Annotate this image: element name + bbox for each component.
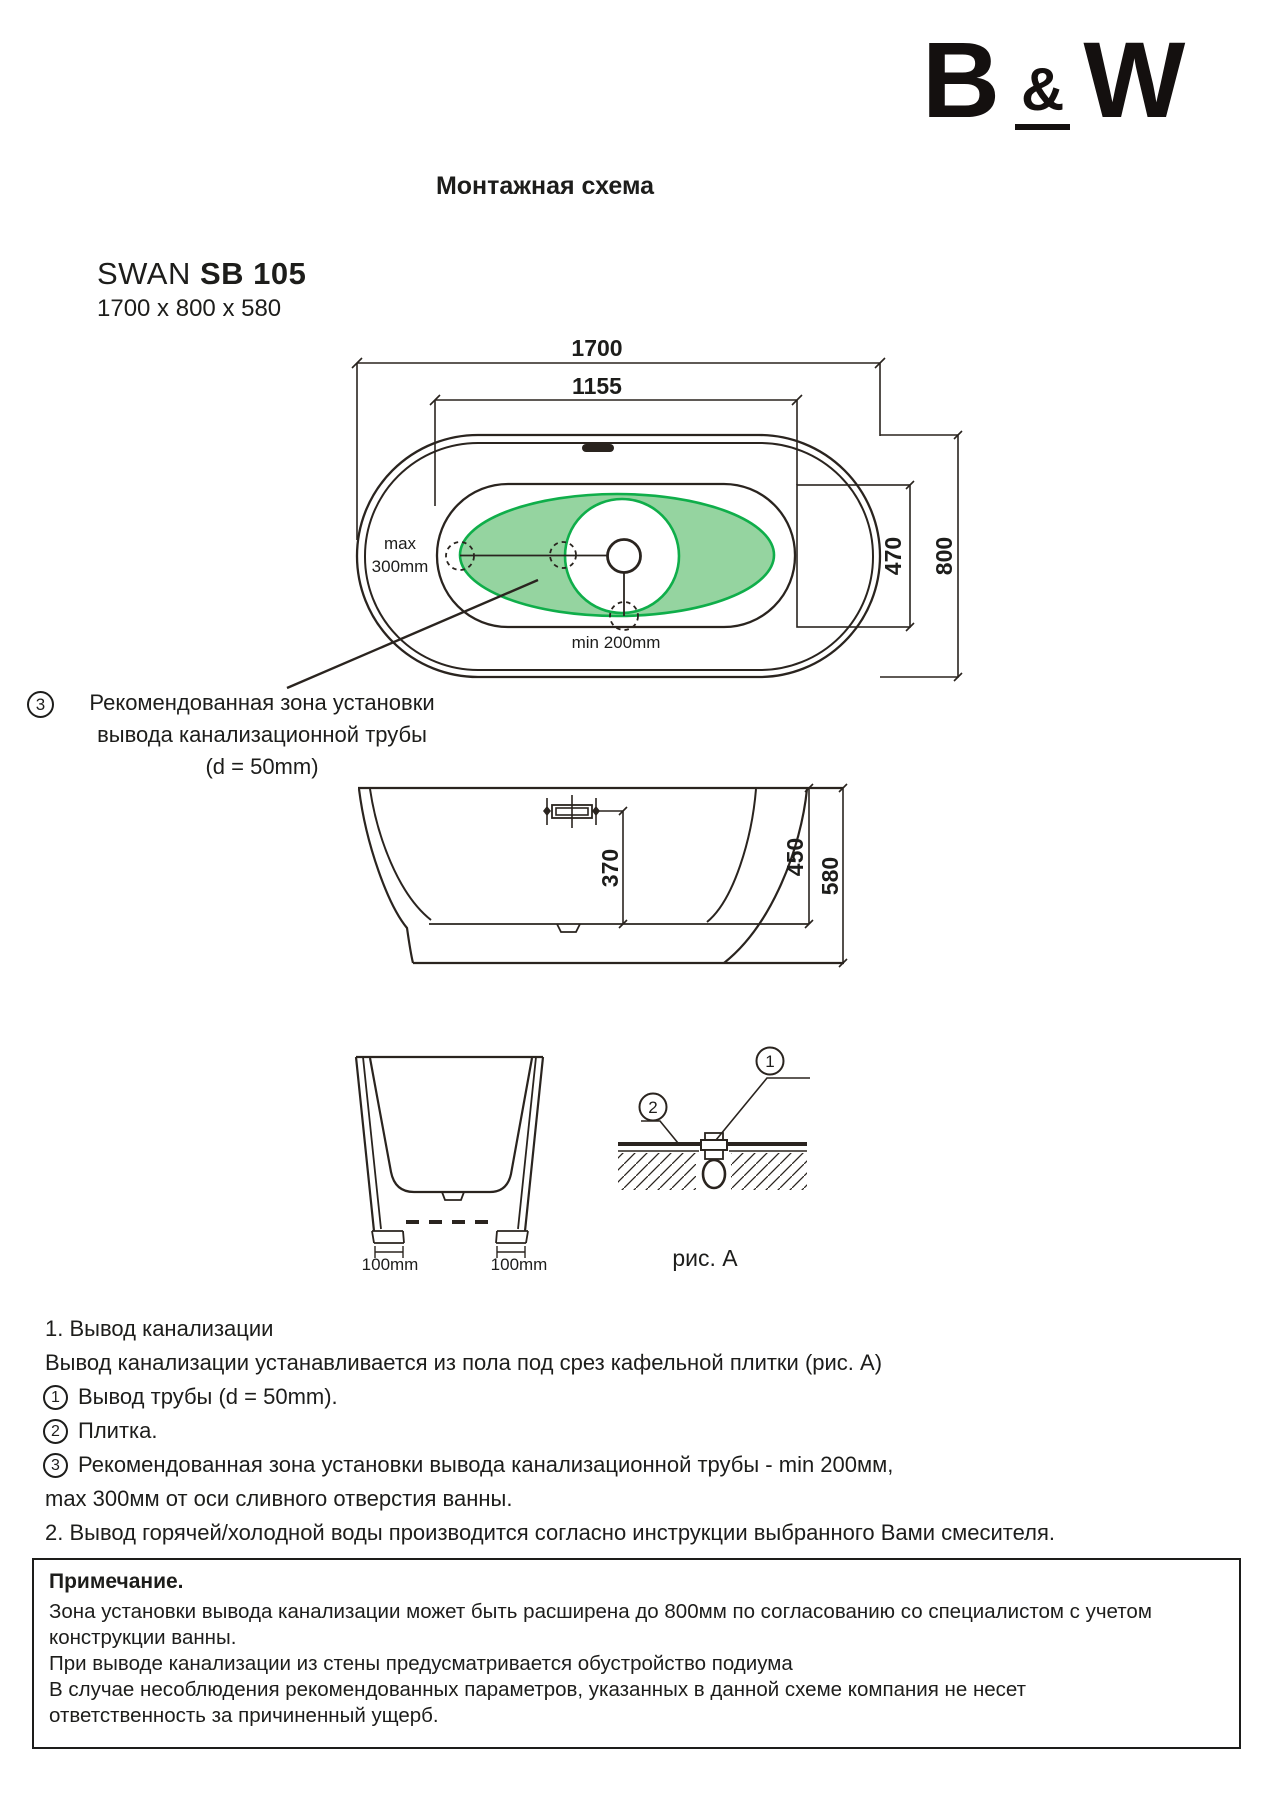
note-item-1 xyxy=(45,1384,1205,1410)
dim-1155 xyxy=(430,395,802,506)
logo-letter-w: W xyxy=(1083,19,1188,140)
side-drain-notch xyxy=(557,924,580,932)
front-feet xyxy=(372,1231,528,1243)
note-text: Вывод трубы (d = 50mm). xyxy=(78,1384,338,1409)
side-left-inner-wall xyxy=(370,789,431,920)
dim-100mm-left-label: 100mm xyxy=(361,1255,419,1274)
dim-1155-label: 1155 xyxy=(572,373,622,399)
overflow-slot xyxy=(582,444,614,452)
model-code: SB 105 xyxy=(199,256,307,291)
dim-370-label: 370 xyxy=(597,848,623,888)
remark-box xyxy=(32,1558,1241,1749)
note-line xyxy=(45,1486,1205,1512)
logo-ampersand: & xyxy=(1015,60,1070,130)
note-text: Плитка. xyxy=(78,1418,158,1443)
leader-2 xyxy=(641,1121,678,1143)
front-bowl xyxy=(370,1058,532,1192)
callout3-annotation xyxy=(62,687,462,783)
remark-title: Примечание. xyxy=(49,1570,184,1593)
floor-hatch-right xyxy=(731,1153,807,1190)
min-offset-label: min 200mm xyxy=(571,633,661,652)
note-item-2 xyxy=(45,1418,1205,1444)
max-offset-word: max xyxy=(383,534,417,553)
installation-notes xyxy=(45,1316,1205,1554)
note-text: 2. Вывод горячей/холодной воды производится согласно инструкции выбранного Вами смесителя. xyxy=(45,1520,1056,1545)
note-line xyxy=(45,1520,1205,1546)
remark-line: ответственность за причиненный ущерб. xyxy=(49,1704,439,1727)
side-view xyxy=(358,784,847,967)
callout3-line1: Рекомендованная зона установки xyxy=(89,690,435,715)
note-text: 1. Вывод канализации xyxy=(45,1316,274,1341)
page-title: Монтажная схема xyxy=(435,172,655,200)
callout3-leader xyxy=(287,580,538,688)
dim-470-label: 470 xyxy=(880,536,906,576)
note-line xyxy=(45,1350,1205,1376)
callout-2-label: 2 xyxy=(648,1098,658,1117)
detail-fig-a xyxy=(618,1048,810,1191)
logo-letter-b: B xyxy=(922,19,1002,140)
note-line xyxy=(45,1316,1205,1342)
side-right-inner-wall xyxy=(707,789,756,922)
callout-1-label: 1 xyxy=(765,1052,775,1071)
remark-line: При выводе канализации из стены предусматривается обустройство подиума xyxy=(49,1652,793,1675)
leader-1 xyxy=(716,1078,810,1140)
max-offset-label xyxy=(360,533,440,579)
note-text: Вывод канализации устанавливается из пола под срез кафельной плитки (рис. А) xyxy=(45,1350,883,1375)
note-text: max 300мм от оси сливного отверстия ванны. xyxy=(45,1486,513,1511)
note-circle-2: 2 xyxy=(43,1419,68,1444)
max-offset-value: 300mm xyxy=(371,556,429,576)
front-drain-notch xyxy=(442,1192,464,1200)
figure-a-caption: рис. А xyxy=(672,1245,738,1271)
note-item-3 xyxy=(45,1452,1205,1478)
floor-hatch-left xyxy=(618,1153,696,1190)
callout3-line3: (d = 50mm) xyxy=(205,754,319,779)
note-text: Рекомендованная зона установки вывода канализационной трубы - min 200мм, xyxy=(78,1452,894,1477)
model-series: SWAN xyxy=(97,256,191,291)
model-dimensions: 1700 x 800 x 580 xyxy=(97,295,282,322)
dim-450-label: 450 xyxy=(782,837,808,877)
callout-circle-3: 3 xyxy=(27,691,54,718)
overflow-fitting-symbol xyxy=(543,795,600,828)
dim-580-label: 580 xyxy=(817,856,843,896)
note-circle-1: 1 xyxy=(43,1385,68,1410)
dim-800-label: 800 xyxy=(931,536,957,576)
side-left-outer-wall xyxy=(359,789,413,963)
dim-1700-label: 1700 xyxy=(571,335,623,361)
remark-line: конструкции ванны. xyxy=(49,1626,237,1649)
drain-hole xyxy=(608,540,641,573)
front-view xyxy=(356,1057,543,1258)
note-circle-3-list: 3 xyxy=(43,1453,68,1478)
remark-line: В случае несоблюдения рекомендованных параметров, указанных в данной схеме компания не несет xyxy=(49,1678,1027,1701)
drain-fitting xyxy=(701,1133,727,1188)
remark-line: Зона установки вывода канализации может быть расширена до 800мм по согласованию со специалистом с учетом xyxy=(49,1600,1152,1623)
dim-100mm-right-label: 100mm xyxy=(490,1255,548,1274)
callout3-line2: вывода канализационной трубы xyxy=(97,722,427,747)
